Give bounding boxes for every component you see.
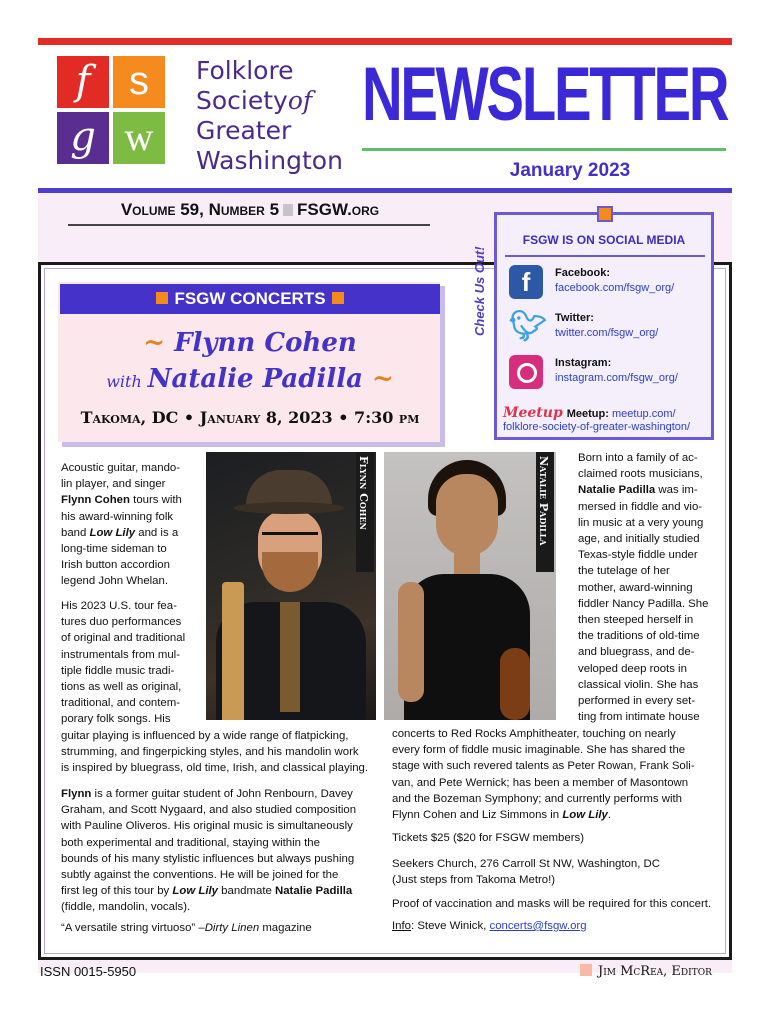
- social-item-facebook[interactable]: [509, 265, 709, 305]
- natalie-padilla-photo: [384, 452, 556, 720]
- social-box-notch: [597, 206, 613, 222]
- editor-credit: Jim McRea, Editor: [580, 964, 712, 979]
- right-column-paragraph-1-wide: concerts to Red Rocks Amphitheater, touching on nearly every form of fiddle music imaginable. She has shared the stage with such revered talents as Peter Rowan, Frank Soli- van, and Pete Wernick; has been a member of Masontown and the Bozeman Symphony; and currently performs with Flynn Cohen and Liz Simmons in Low Lily.: [392, 728, 695, 822]
- org-line-3: Greater: [196, 116, 292, 145]
- issn-number: ISSN 0015-5950: [40, 964, 137, 979]
- meetup-link-2[interactable]: folklore-society-of-greater-washington/: [503, 421, 691, 433]
- social-item-meetup[interactable]: [503, 405, 713, 433]
- concert-box-shadow-bottom: [62, 442, 445, 447]
- meetup-label: Meetup:: [566, 408, 609, 420]
- venue-address: Seekers Church, 276 Carroll St NW, Washington, DC (Just steps from Takoma Metro!): [392, 858, 660, 887]
- left-column-paragraph-2: His 2023 U.S. tour fea- tures duo performances of original and traditional instrumentals from mul- tiple fiddle music tradi- tions as well as original, traditional, and contem- porary folk songs. His guitar playing is influenced by a wide range of flatpicking, strumming, and fingerpicking styles, and his mandolin work is inspired by bluegrass, old time, Irish, and classical playing.: [61, 600, 369, 775]
- press-quote: “A versatile string virtuoso” –Dirty Linen magazine: [61, 922, 312, 934]
- volume-rule: [68, 224, 430, 226]
- top-red-rule: [38, 38, 732, 45]
- separator-square: [283, 204, 293, 216]
- fsgw-logo: [57, 56, 165, 166]
- instagram-icon: [509, 355, 543, 389]
- title-underline: [362, 148, 726, 151]
- photo-2-caption: Natalie Padilla: [536, 452, 554, 572]
- social-media-box: [494, 212, 714, 440]
- orange-square-icon: [156, 292, 168, 304]
- photo-1-caption: Flynn Cohen: [356, 452, 374, 572]
- logo-tile-f: f: [57, 56, 109, 108]
- vaccination-notice: Proof of vaccination and masks will be required for this concert.: [392, 898, 712, 910]
- left-column-paragraph-3: Flynn is a former guitar student of John Renbourn, Davey Graham, and Scott Nygaard, and also studied composition with Pauline Oliveros. His original music is simultaneously both experimental and traditional, staying within the bounds of his many stylistic influences but always pushing subtly against the conventions. He will be joined for the first leg of this tour by Low Lily bandmate Natalie Padilla (fiddle, mandolin, vocals).: [61, 788, 357, 914]
- twitter-icon: 🐦︎: [509, 310, 548, 343]
- concert-details: Takoma, DC • January 8, 2023 • 7:30 pm: [80, 408, 420, 427]
- social-rule: [505, 255, 705, 257]
- logo-tile-g: g: [57, 112, 109, 164]
- logo-tile-s: s: [113, 56, 165, 108]
- twitter-link[interactable]: twitter.com/fsgw_org/: [555, 327, 659, 339]
- left-column-paragraph-1: Acoustic guitar, mando- lin player, and singer Flynn Cohen tours with his award-winning folk band Low Lily and is a long-time sideman to Irish button accordion legend John Whelan.: [61, 462, 182, 588]
- org-line-2: Societyof: [196, 86, 313, 115]
- concerts-banner: FSGW CONCERTS: [60, 284, 440, 314]
- facebook-icon: f: [509, 265, 543, 299]
- logo-tile-w: w: [113, 112, 165, 164]
- instagram-label: Instagram:: [555, 357, 612, 369]
- concert-box-shadow-right: [440, 286, 445, 446]
- social-item-twitter[interactable]: [509, 310, 709, 350]
- right-column-paragraph-1: Born into a family of ac- claimed roots musicians, Natalie Padilla was im- mersed in fiddle and vio- lin music at a very young age, and initially studied Texas-style fiddle under the tutelage of her mother, award-winning fiddler Nancy Padilla. She then steeped herself in the traditions of old-time and bluegrass, and de- veloped deep roots in classical violin. She has performed in every set- ting from intimate house: [578, 452, 709, 724]
- org-line-1: Folklore: [196, 56, 294, 85]
- contact-email-link[interactable]: concerts@fsgw.org: [489, 920, 587, 932]
- social-item-instagram[interactable]: [509, 355, 709, 395]
- instagram-link[interactable]: instagram.com/fsgw_org/: [555, 372, 678, 384]
- pink-square-icon: [580, 964, 592, 976]
- facebook-link[interactable]: facebook.com/fsgw_org/: [555, 282, 675, 294]
- newsletter-title: NEWSLETTER: [362, 52, 728, 137]
- twitter-label: Twitter:: [555, 312, 594, 324]
- meetup-link-1[interactable]: meetup.com/: [611, 408, 676, 420]
- facebook-label: Facebook:: [555, 267, 611, 279]
- orange-square-icon: [332, 292, 344, 304]
- volume-line: Volume 59, Number 5 FSGW.org: [120, 200, 380, 219]
- performer-1-name: ~ Flynn Cohen: [143, 328, 357, 358]
- social-heading: FSGW IS ON SOCIAL MEDIA: [522, 233, 686, 247]
- org-line-4: Washington: [196, 146, 343, 175]
- check-us-out-label: Check Us Out!: [472, 246, 487, 336]
- meetup-icon: Meetup: [503, 405, 563, 421]
- org-name: [196, 56, 343, 176]
- performer-2-name: with Natalie Padilla ~: [106, 364, 394, 394]
- contact-info: Info: Steve Winick, concerts@fsgw.org: [392, 920, 587, 932]
- tickets-info: Tickets $25 ($20 for FSGW members): [392, 832, 584, 844]
- issue-date: January 2023: [509, 160, 631, 181]
